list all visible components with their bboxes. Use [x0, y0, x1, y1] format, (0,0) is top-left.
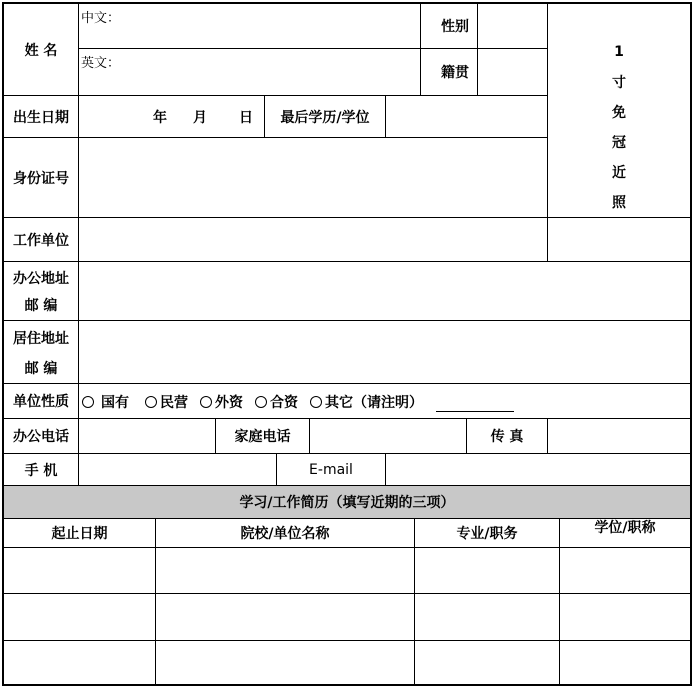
name-label: 姓 名 [24, 42, 58, 59]
home-address-label: 居住地址 [13, 331, 69, 347]
history-row-3-major[interactable] [415, 641, 559, 684]
office-phone-label: 办公电话 [13, 429, 69, 445]
fax-label: 传 真 [490, 429, 524, 445]
radio-circle-icon [82, 396, 94, 408]
history-col-institution: 院校/单位名称 [240, 526, 330, 542]
unit-type-option-foreign[interactable] [200, 392, 243, 412]
email-field[interactable] [386, 454, 690, 485]
birth-day-label: 日 [239, 109, 253, 126]
unit-type-option-state[interactable] [82, 392, 129, 412]
office-address-label: 办公地址 [13, 271, 69, 287]
other-specify-line[interactable] [436, 411, 514, 412]
home-phone-label: 家庭电话 [234, 429, 291, 445]
birth-year-label: 年 [153, 109, 167, 126]
history-row-2-institution[interactable] [156, 594, 414, 640]
home-address-field[interactable] [79, 321, 690, 383]
history-col-major: 专业/职务 [456, 526, 518, 542]
photo-label-6: 照 [612, 195, 626, 211]
history-row-1-institution[interactable] [156, 548, 414, 593]
mobile-label: 手 机 [24, 462, 58, 479]
mobile-field[interactable] [79, 454, 276, 485]
id-number-field[interactable] [79, 138, 547, 217]
photo-label-4: 冠 [612, 135, 626, 151]
english-name-field[interactable] [130, 49, 419, 95]
home-postcode-label: 邮 编 [24, 361, 58, 377]
radio-circle-icon [255, 396, 267, 408]
chinese-name-field[interactable] [130, 4, 419, 48]
rule [2, 383, 691, 384]
radio-circle-icon [310, 396, 322, 408]
option-label: 合资 [270, 395, 298, 411]
history-row-1-dates[interactable] [4, 548, 155, 593]
gender-label: 性别 [441, 19, 469, 35]
history-col-degree: 学位/职称 [594, 520, 656, 536]
rule [690, 2, 692, 686]
chinese-name-label: 中文： [81, 10, 121, 26]
history-row-1-major[interactable] [415, 548, 559, 593]
office-postcode-label: 邮 编 [24, 298, 58, 314]
photo-label-5: 近 [612, 165, 626, 181]
home-phone-field[interactable] [310, 419, 466, 453]
photo-label-1: 1 [614, 44, 624, 60]
history-row-3-dates[interactable] [4, 641, 155, 684]
history-row-2-degree[interactable] [560, 594, 690, 640]
gender-field[interactable] [478, 4, 547, 48]
photo-box[interactable] [548, 4, 690, 217]
history-row-2-major[interactable] [415, 594, 559, 640]
option-label: 其它（请注明） [325, 395, 423, 411]
email-label: E-mail [309, 461, 353, 478]
fax-field[interactable] [548, 419, 690, 453]
education-field[interactable] [386, 96, 547, 137]
office-address-field[interactable] [79, 262, 690, 320]
photo-label-2: 寸 [612, 75, 626, 91]
option-label: 国有 [101, 395, 129, 411]
id-number-label: 身份证号 [13, 170, 69, 187]
native-place-label: 籍贯 [441, 65, 469, 81]
option-label: 民营 [160, 395, 188, 411]
unit-type-option-joint[interactable] [255, 392, 298, 412]
english-name-label: 英文： [81, 55, 121, 71]
education-label: 最后学历/学位 [280, 109, 370, 126]
birth-month-label: 月 [193, 109, 207, 126]
history-section-title: 学习/工作简历（填写近期的三项） [239, 495, 455, 511]
unit-type-option-private[interactable] [145, 392, 188, 412]
radio-circle-icon [145, 396, 157, 408]
native-place-field[interactable] [478, 49, 547, 95]
history-row-3-institution[interactable] [156, 641, 414, 684]
photo-label-3: 免 [612, 105, 626, 121]
history-row-3-degree[interactable] [560, 641, 690, 684]
office-phone-field[interactable] [79, 419, 215, 453]
history-row-2-dates[interactable] [4, 594, 155, 640]
birth-date-label: 出生日期 [13, 109, 69, 126]
rule [2, 684, 691, 686]
history-col-dates: 起止日期 [51, 526, 108, 542]
option-label: 外资 [215, 395, 243, 411]
unit-type-option-other[interactable] [310, 392, 423, 412]
employer-label: 工作单位 [13, 232, 69, 249]
employer-field[interactable] [79, 218, 547, 261]
radio-circle-icon [200, 396, 212, 408]
unit-type-label: 单位性质 [13, 394, 69, 410]
history-row-1-degree[interactable] [560, 548, 690, 593]
